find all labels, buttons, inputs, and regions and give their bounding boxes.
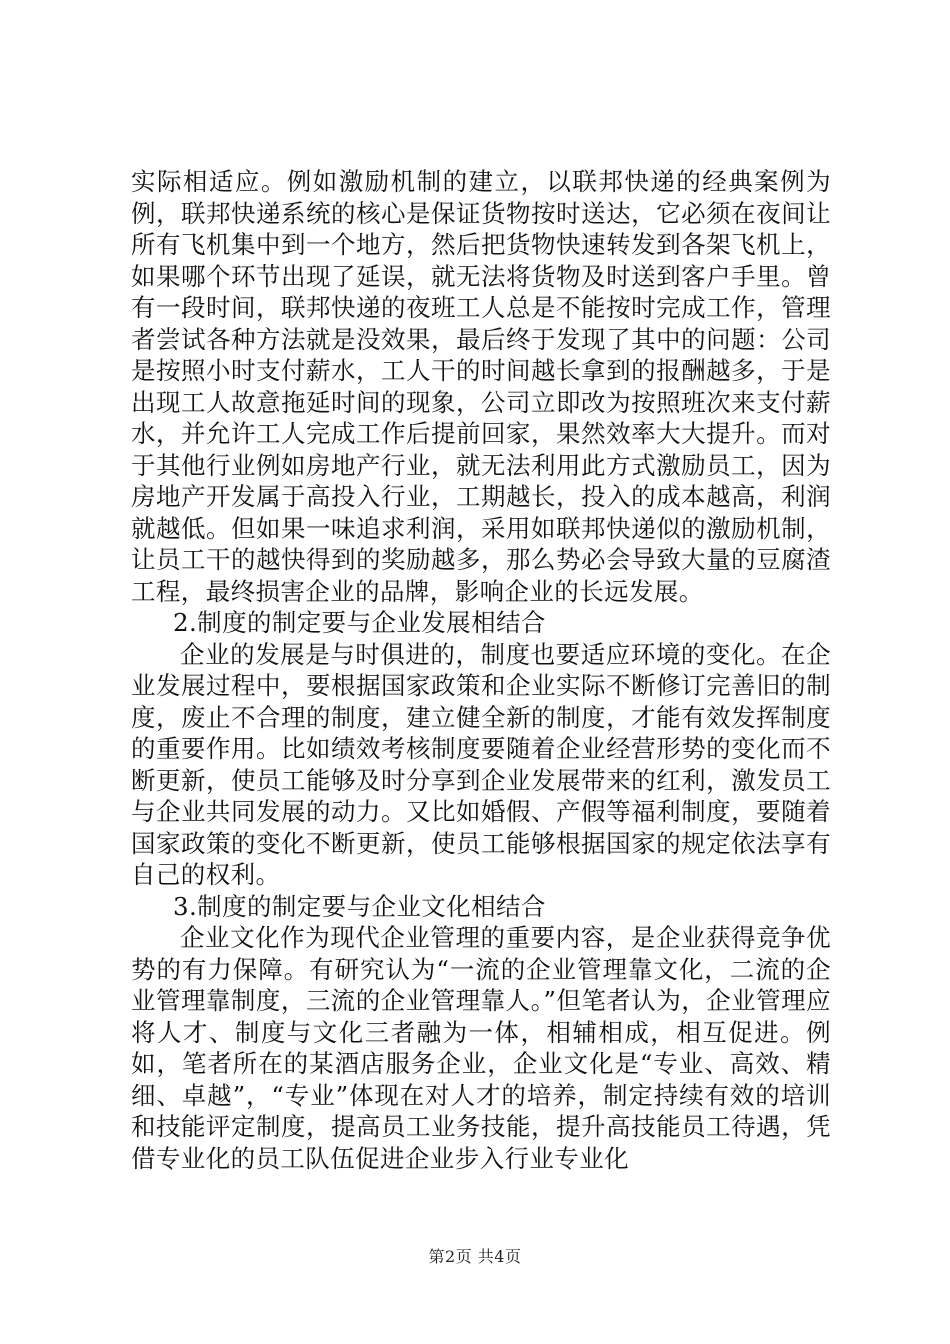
page-number-footer: 第2页 共4页 <box>428 1247 522 1266</box>
section-heading-3: 3.制度的制定要与企业文化相结合 <box>173 891 546 921</box>
section-heading-2: 2.制度的制定要与企业发展相结合 <box>173 608 546 637</box>
document-body <box>131 166 831 1174</box>
paragraph-body: 企业文化作为现代企业管理的重要内容，是企业获得竞争优势的有力保障。有研究认为“一流的企业管理靠文化，二流的企业管理靠制度，三流的企业管理靠人。”但笔者认为，企业管理应将人才、制度与文化三者融为一体，相辅相成，相互促进。例如，笔者所在的某酒店服务企业，企业文化是“专业、高效、精细、卓越”，“专业”体现在对人才的培养，制定持续有效的培训和技能评定制度，提高员工业务技能，提升高技能员工待遇，凭借专业化的员工队伍促进企业步入行业专业化 <box>131 923 831 1173</box>
paragraph-body: 企业的发展是与时俱进的，制度也要适应环境的变化。在企业发展过程中，要根据国家政策和企业实际不断修订完善旧的制度，废止不合理的制度，建立健全新的制度，才能有效发挥制度的重要作用。比如绩效考核制度要随着企业经营形势的变化而不断更新，使员工能够及时分享到企业发展带来的红利，激发员工与企业共同发展的动力。又比如婚假、产假等福利制度，要随着国家政策的变化不断更新，使员工能够根据国家的规定依法享有自己的权利。 <box>131 639 831 889</box>
paragraph-continuation: 实际相适应。例如激励机制的建立，以联邦快递的经典案例为例，联邦快递系统的核心是保证货物按时送达，它必须在夜间让所有飞机集中到一个地方，然后把货物快速转发到各架飞机上，如果哪个环节出现了延误，就无法将货物及时送到客户手里。曾有一段时间，联邦快递的夜班工人总是不能按时完成工作，管理者尝试各种方法就是没效果，最后终于发现了其中的问题：公司是按照小时支付薪水，工人干的时间越长拿到的报酬越多，于是出现工人故意拖延时间的现象，公司立即改为按照班次来支付薪水，并允许工人完成工作后提前回家，果然效率大大提升。而对于其他行业例如房地产行业，就无法利用此方式激励员工，因为房地产开发属于高投入行业，工期越长，投入的成本越高，利润就越低。但如果一味追求利润，采用如联邦快递似的激励机制，让员工干的越快得到的奖励越多，那么势必会导致大量的豆腐渣工程，最终损害企业的品牌，影响企业的长远发展。 <box>131 167 831 606</box>
